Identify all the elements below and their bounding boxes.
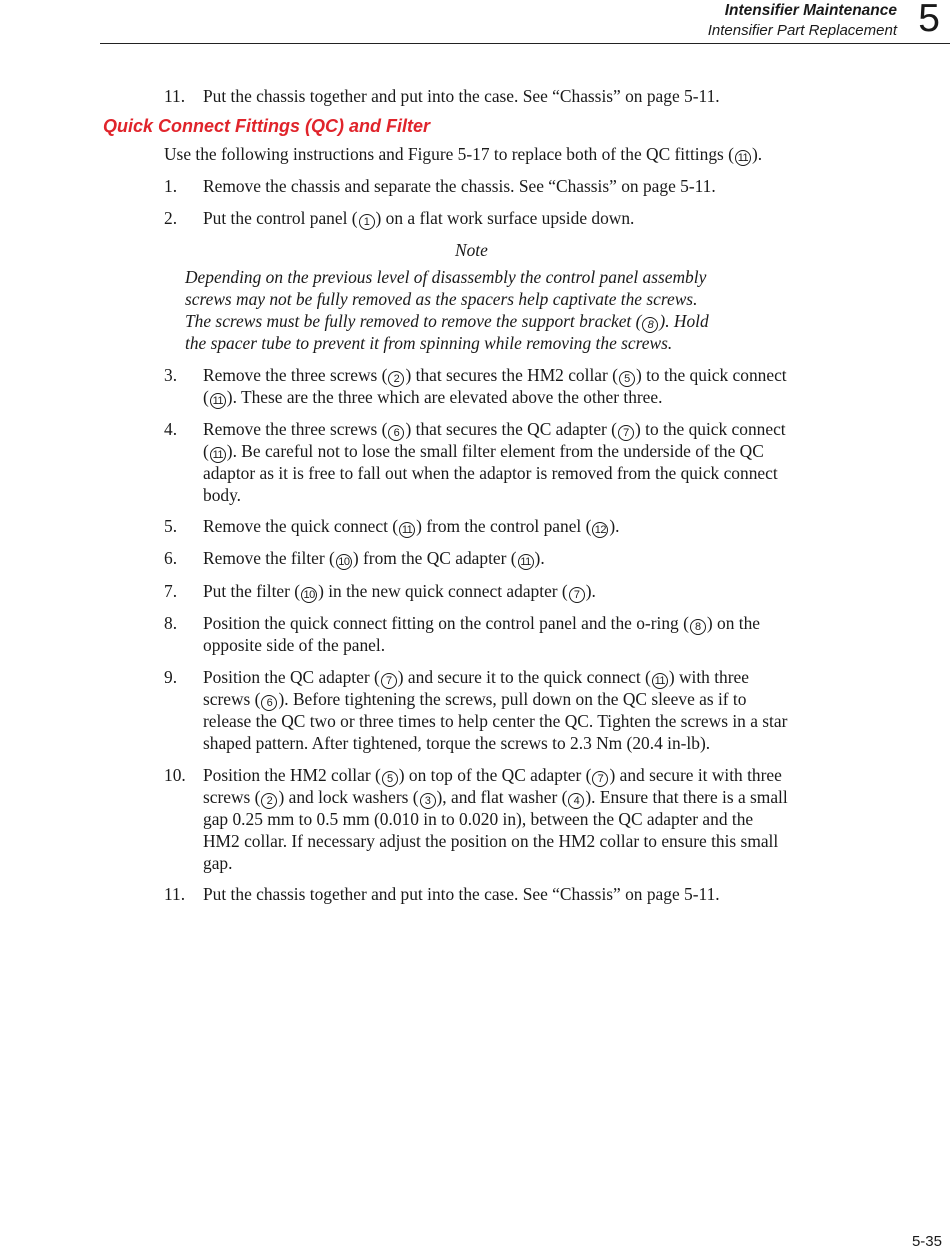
callout-2: 2 (261, 793, 277, 809)
callout-11: 11 (210, 393, 226, 409)
step-text: Remove the filter ( 10 ) from the QC adapter ( 11 ). (203, 548, 545, 568)
note-label: Note (455, 240, 488, 260)
step-number: 3. (164, 365, 178, 385)
callout-5: 5 (619, 371, 635, 387)
step-number: 11. (164, 884, 186, 904)
callout-3: 3 (420, 793, 436, 809)
step-text: gap. (203, 853, 233, 873)
callout-4: 4 (568, 793, 584, 809)
step-text: HM2 collar. If necessary adjust the position on the HM2 collar to ensure this small (203, 831, 779, 851)
callout-11: 11 (210, 447, 226, 463)
step-number: 8. (164, 613, 178, 633)
step-text: Put the filter ( 10 ) in the new quick connect adapter ( 7 ). (203, 581, 596, 601)
chapter-title: Intensifier Maintenance (724, 2, 897, 19)
step-text: Position the QC adapter ( 7 ) and secure it to the quick connect ( 11 ) with three (203, 667, 749, 687)
callout-6: 6 (261, 695, 277, 711)
callout-12: 12 (592, 522, 608, 538)
callout-6: 6 (388, 425, 404, 441)
chapter-number: 5 (918, 0, 940, 40)
note-text: The screws must be fully removed to remove the support bracket ( 8 ). Hold (185, 311, 709, 331)
step-text: release the QC two or three times to help center the QC. Tighten the screws in a star (203, 711, 788, 731)
callout-1: 1 (359, 214, 375, 230)
page-number: 5-35 (911, 1233, 942, 1250)
note-text: Depending on the previous level of disassembly the control panel assembly (185, 267, 707, 287)
callout-2: 2 (388, 371, 404, 387)
header-rule (100, 43, 950, 44)
step-text: ( 11 ). These are the three which are elevated above the other three. (203, 387, 663, 407)
callout-7: 7 (569, 587, 585, 603)
step-number: 2. (164, 208, 178, 228)
callout-8: 8 (642, 317, 658, 333)
callout-10: 10 (336, 554, 352, 570)
step-number: 5. (164, 516, 178, 536)
callout-5: 5 (382, 771, 398, 787)
step-text: Remove the quick connect ( 11 ) from the control panel ( 12 ). (203, 516, 620, 536)
step-text: body. (203, 485, 241, 505)
step-text: Remove the three screws ( 2 ) that secures the HM2 collar ( 5 ) to the quick connect (203, 365, 787, 385)
step-number: 4. (164, 419, 178, 439)
note-text: the spacer tube to prevent it from spinning while removing the screws. (185, 333, 673, 353)
step-text: Remove the chassis and separate the chassis. See “Chassis” on page 5-11. (203, 176, 716, 196)
callout-7: 7 (592, 771, 608, 787)
step-number: 6. (164, 548, 178, 568)
step-text: ( 11 ). Be careful not to lose the small filter element from the underside of the QC (203, 441, 764, 461)
step-number: 1. (164, 176, 178, 196)
callout-11: 11 (652, 673, 668, 689)
callout-8: 8 (690, 619, 706, 635)
step-text: Position the quick connect fitting on the control panel and the o-ring ( 8 ) on the (203, 613, 760, 633)
callout-11: 11 (735, 150, 751, 166)
step-number: 10. (164, 765, 186, 785)
page-header (100, 0, 950, 44)
step-text: Remove the three screws ( 6 ) that secures the QC adapter ( 7 ) to the quick connect (203, 419, 786, 439)
callout-7: 7 (618, 425, 634, 441)
step-text: opposite side of the panel. (203, 635, 386, 655)
step-number: 9. (164, 667, 178, 687)
section-heading: Quick Connect Fittings (QC) and Filter (103, 116, 431, 136)
step-text: Put the chassis together and put into the case. See “Chassis” on page 5-11. (203, 884, 720, 904)
intro-text: Use the following instructions and Figure 5-17 to replace both of the QC fittings ( 11 ). (164, 144, 763, 164)
callout-11: 11 (399, 522, 415, 538)
note-text: screws may not be fully removed as the spacers help captivate the screws. (185, 289, 698, 309)
step-text: Put the control panel ( 1 ) on a flat work surface upside down. (203, 208, 635, 228)
callout-10: 10 (301, 587, 317, 603)
callout-7: 7 (381, 673, 397, 689)
step-text: Put the chassis together and put into the case. See “Chassis” on page 5-11. (203, 86, 720, 106)
step-text: adaptor as it is free to fall out when the adaptor is removed from the quick connect (203, 463, 778, 483)
step-text: gap 0.25 mm to 0.5 mm (0.010 in to 0.020 in), between the QC adapter and the (203, 809, 754, 829)
callout-11: 11 (518, 554, 534, 570)
step-number: 11. (164, 86, 186, 106)
step-text: screws ( 2 ) and lock washers ( 3 ), and flat washer ( 4 ). Ensure that there is a small (203, 787, 788, 807)
section-subtitle: Intensifier Part Replacement (707, 22, 897, 39)
step-number: 7. (164, 581, 178, 601)
step-text: Position the HM2 collar ( 5 ) on top of the QC adapter ( 7 ) and secure it with three (203, 765, 782, 785)
step-text: screws ( 6 ). Before tightening the screws, pull down on the QC sleeve as if to (203, 689, 747, 709)
step-text: shaped pattern. After tightened, torque the screws to 2.3 Nm (20.4 in-lb). (203, 733, 711, 753)
